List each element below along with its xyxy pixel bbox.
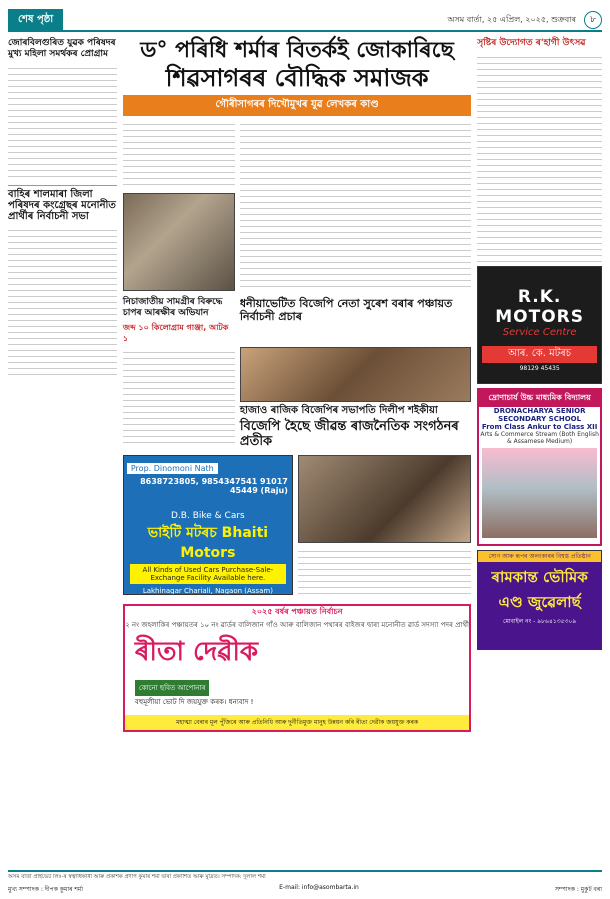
story-title: বাহিৰ শালমাৰা জিলা পৰিষদৰ কংগ্ৰেছৰ মনোনীত প্ৰাৰ্থীৰ নিৰ্বাচনী সভা — [8, 189, 116, 222]
candidate-name: ৰীতা দেৱীক — [134, 637, 259, 667]
story-title: জোৰবিলগুৰিত যুৱক পৰিষদৰ মুখ্য মহিলা সমৰ্থকৰ প্ৰোগ্ৰাম — [8, 38, 116, 59]
page-grid — [8, 38, 602, 732]
ad-rk-motors — [477, 266, 602, 384]
article-text — [8, 63, 117, 181]
school-name-assamese: দ্ৰোণাচাৰ্য উচ্চ মাধ্যমিক বিদ্যালয় — [479, 390, 600, 407]
ad-brand: ৰামকান্ত ভৌমিক এণ্ড জুৱেলাৰ্ছ — [491, 568, 588, 611]
ad-footer: মহাত্মা বেৰাৰ মূল পুঁজিৰে আৰু প্ৰতিনিধি আৰু দুৰ্নীতিমুক্ত মানুহ উন্নয়ন কৰি ৰীতা দেৱীক জয়যুক্ত কৰক — [125, 715, 469, 730]
ad-address: Lakhinagar Chariali, Nagaon (Assam) — [142, 587, 273, 595]
ad-top: সোণ আৰু ৰূপৰ অলংকাৰৰ বিশ্বস্ত প্ৰতিষ্ঠান — [478, 551, 601, 562]
news-photo — [298, 455, 471, 543]
ad-subheader: ২ নং জহলাকিৰ পঞ্চায়তৰ ১০ নং ৱাৰ্ডৰ বালিজান গাঁও আৰু বালিজান পথাৰৰ বাইজৰ দ্বাৰা মনোনীত ৱাৰ্ড সদস্যা পদৰ প্ৰাৰ্থী — [125, 621, 470, 629]
school-photo — [482, 448, 597, 538]
ad-phone: 98129 45435 — [519, 365, 560, 372]
strap-line: গৌৰীসাগৰৰ দিখৌমুখৰ যুৱ লেখকৰ কাণ্ড — [123, 95, 471, 116]
story-subtitle: জব্দ ১০ কিলোগ্ৰাম গাঞ্জা, আটক ১ — [122, 323, 229, 343]
ad-dealer: D.B. Bike & Cars — [171, 511, 245, 521]
ad-prop: Prop. Dinomoni Nath — [127, 463, 218, 474]
right-column — [477, 38, 602, 732]
story-title: ধনীয়াভেটিত বিজেপি নেতা সুৰেশ বৰাৰ পঞ্চায়ত নিৰ্বাচনী প্ৰচাৰ — [239, 297, 453, 323]
footer — [8, 870, 602, 895]
article-text — [123, 347, 235, 443]
ad-address: মোবাইল নং - ৯৮৬৪১৩৫৩০৯ — [503, 618, 577, 625]
headline-sub: শিৱসাগৰৰ বৌদ্ধিক সমাজক — [165, 64, 429, 92]
ad-assamese: আৰ. কে. মটৰচ — [482, 346, 597, 363]
article-text — [240, 119, 471, 291]
divider — [8, 185, 117, 186]
ad-brand: R.K. MOTORS — [495, 287, 585, 327]
ad-tagline: All Kinds of Used Cars Purchase-Sale-Exchange Facility Available here. — [130, 564, 286, 584]
article-text — [298, 546, 471, 596]
ad-school — [477, 388, 602, 546]
main-column — [123, 38, 471, 732]
news-photo — [240, 347, 471, 402]
headline: ড° পৰিধি শৰ্মাৰ বিতৰ্কই জোকাৰিছে — [140, 38, 454, 63]
article-text — [8, 225, 117, 375]
ad-brand: ভাইটি মটৰচ Bhaiti Motors — [147, 525, 269, 561]
story-title: সৃষ্টিৰ উদ্যোগত ৰ'হাগী উৎসৱ — [477, 38, 586, 48]
ad-vote: বহুমূলীয়া ভোট দি জয়যুক্ত কৰক। ধন্যবাদ ! — [134, 698, 254, 706]
ad-symbol: কোনো ছবিত আপোনাৰ — [135, 680, 210, 696]
footer-email[interactable]: E-mail: info@asombarta.in — [279, 884, 359, 891]
footer-right: সম্পাদক : মুকুট বৰা — [554, 886, 602, 893]
ad-bhaiti-motors — [123, 455, 293, 595]
masthead — [8, 10, 602, 32]
ad-header: ২০২৫ বৰ্ষৰ পঞ্চায়ত নিৰ্বাচন — [251, 607, 343, 616]
section-tag: শেষ পৃষ্ঠা — [8, 9, 63, 32]
page-number: ৮ — [584, 11, 602, 29]
story-title: হাজাও ৰাজিক বিজেপিৰ সভাপতি দিলীপ শইকীয়া — [239, 405, 438, 416]
school-classes: From Class Ankur to Class XII — [481, 423, 598, 431]
left-column — [8, 38, 117, 732]
article-text — [123, 119, 235, 189]
ad-phones: 8638723805, 9854347541 91017 45449 (Raju) — [140, 477, 288, 495]
footer-left: মুখ্য সম্পাদক : দীপক কুমাৰ শৰ্মা — [8, 886, 83, 893]
news-photo — [123, 193, 235, 291]
story-title: নিচাজাতীয় সামগ্ৰীৰ বিৰুদ্ধে চাপৰ আৰক্ষীৰ অভিযান — [122, 297, 223, 318]
story-title: বিজেপি হৈছে জীৱন্ত ৰাজনৈতিক সংগঠনৰ প্ৰতীক — [239, 419, 459, 449]
ad-rita-devi — [123, 604, 471, 732]
footer-imprint: অসম বাৰ্তা প্ৰাইভেট লিঃ-ৰ স্বত্বাধিকাৰী আৰু প্ৰকাশক প্ৰদীপ কুমাৰ শৰ্মা দ্বাৰা প্ৰকাশিত আৰু মুদ্ৰিত। সম্পাদক: দুলাল শৰ্মা — [8, 874, 266, 880]
school-name: DRONACHARYA SENIOR SECONDARY SCHOOL — [493, 407, 586, 423]
ad-service: Service Centre — [502, 327, 577, 338]
date-line: অসম বাৰ্তা, ২৫ এপ্ৰিল, ২০২৫, শুক্ৰবাৰ — [447, 14, 576, 24]
article-text — [477, 52, 602, 262]
school-streams: Arts & Commerce Stream (Both English & Assamese Medium) — [480, 431, 599, 445]
ad-jewellers — [477, 550, 602, 650]
